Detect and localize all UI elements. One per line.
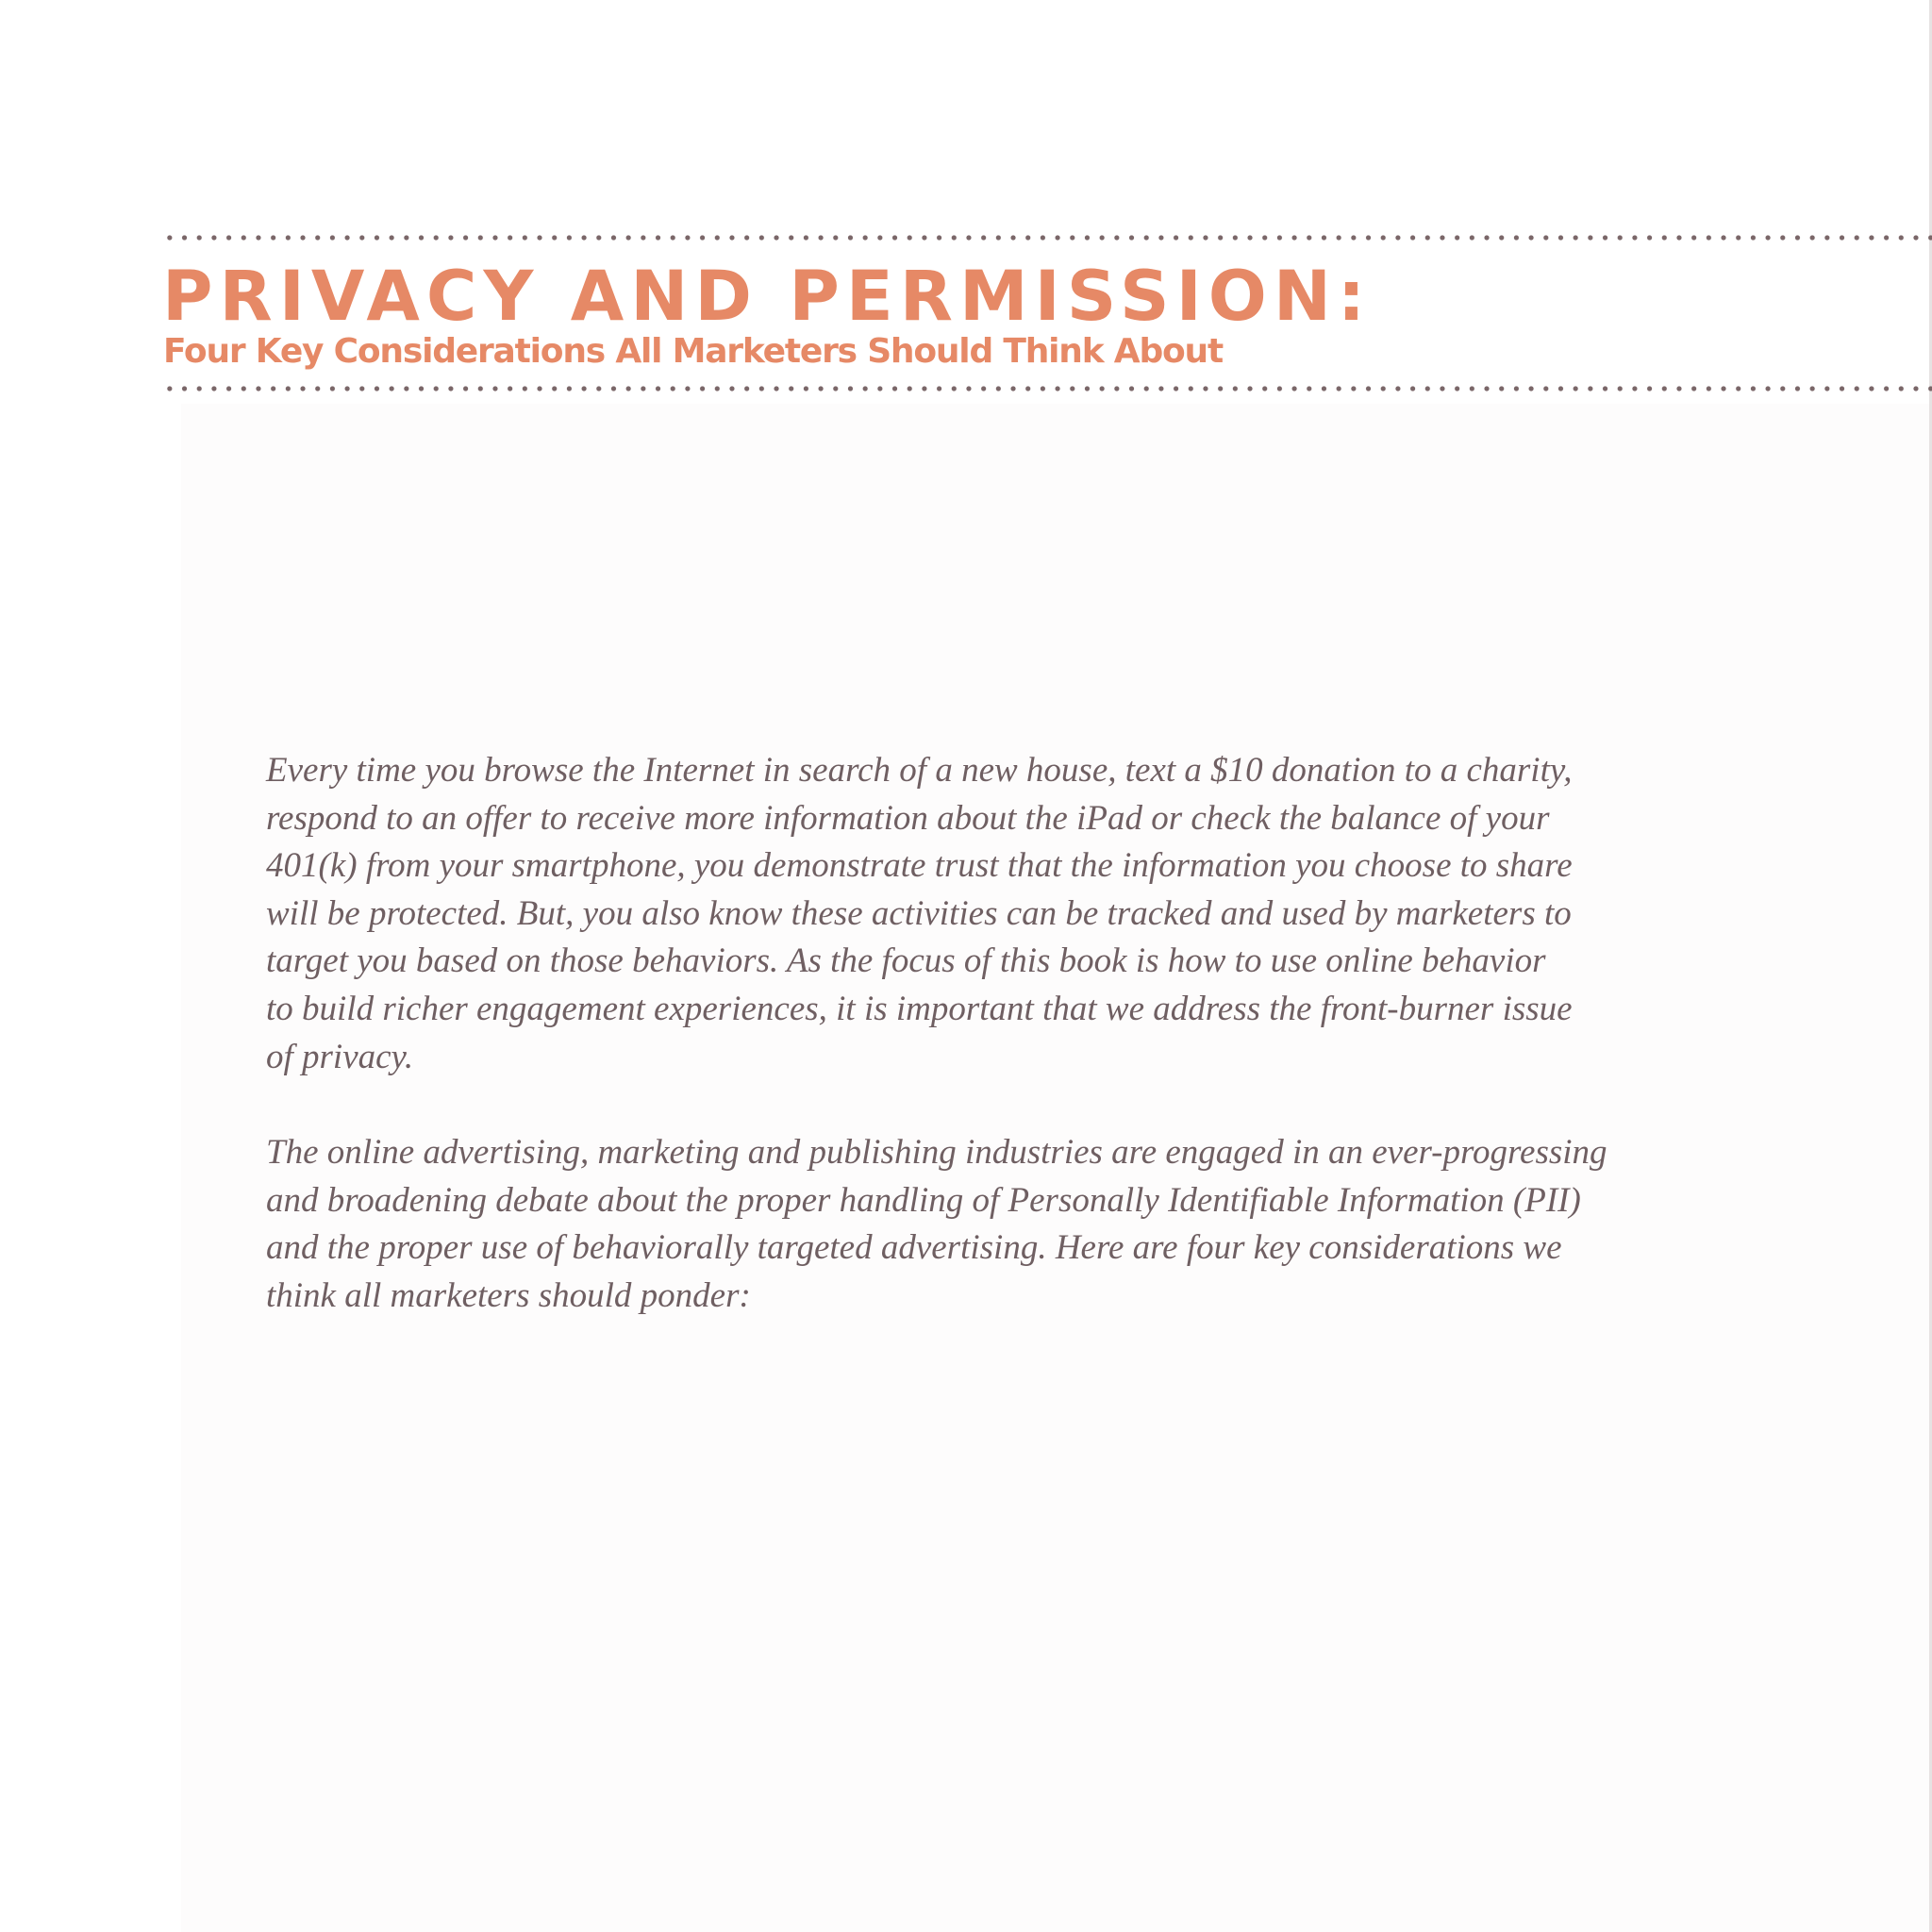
dotted-divider-top <box>162 235 1932 241</box>
page-title: PRIVACY AND PERMISSION: <box>162 257 1373 337</box>
dotted-divider-bottom <box>162 386 1932 391</box>
page-subtitle: Four Key Considerations All Marketers Should Think About <box>163 332 1223 371</box>
body-paragraph: Every time you browse the Internet in search of a new house, text a $10 donation to a charity, respond to an offer to receive more information about the iPad or check the balance of your 401(k) from your smartphone, you demonstrate trust that the information you choose to share will be protected. But, you also know these activities can be tracked and used by marketers to target you based on those behaviors. As the focus of this book is how to use online behavior to build richer engagement experiences, it is important that we address the front-burner issue of privacy. <box>266 751 1573 1076</box>
body-paragraph: The online advertising, marketing and publishing industries are engaged in an ever-progressing and broadening debate about the proper handling of Personally Identifiable Information (PII) and the proper use of behaviorally targeted advertising. Here are four key considerations we think all marketers should ponder: <box>266 1133 1607 1315</box>
